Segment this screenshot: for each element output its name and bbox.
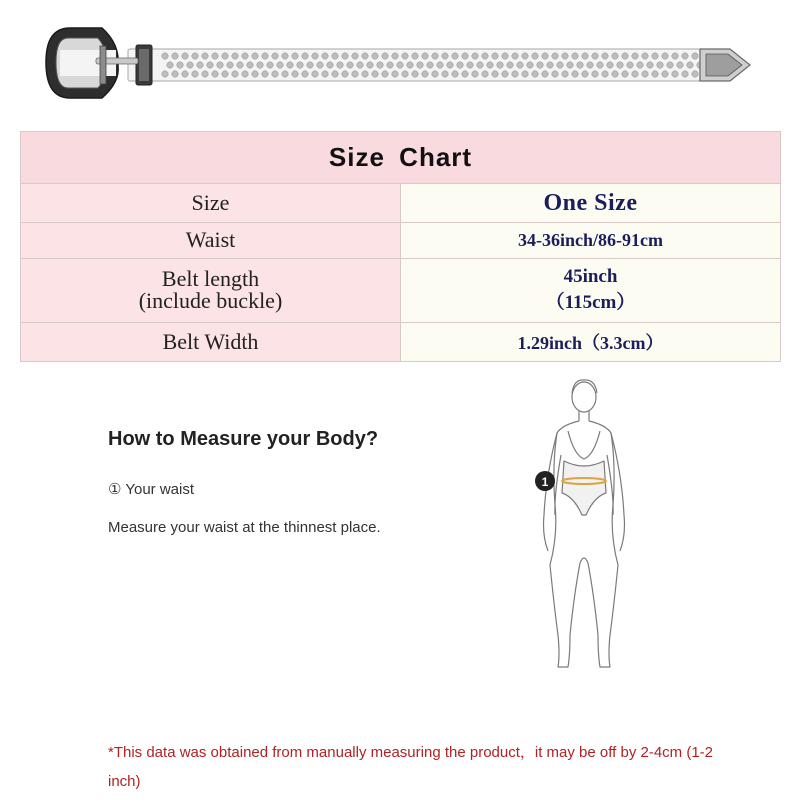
rhinestone	[362, 53, 368, 59]
rhinestone	[612, 53, 618, 59]
rhinestone	[632, 71, 638, 77]
rhinestone	[622, 53, 628, 59]
rhinestone	[207, 62, 213, 68]
rhinestone	[247, 62, 253, 68]
rhinestone	[257, 62, 263, 68]
rhinestone	[637, 62, 643, 68]
belt-length-value-line1: 45inch	[563, 266, 618, 288]
rhinestone	[492, 53, 498, 59]
rhinestone	[402, 53, 408, 59]
rhinestone	[342, 71, 348, 77]
rhinestone	[602, 71, 608, 77]
rhinestone	[507, 62, 513, 68]
rhinestone	[662, 53, 668, 59]
rhinestone	[592, 53, 598, 59]
rhinestone	[422, 71, 428, 77]
rhinestone	[382, 71, 388, 77]
rhinestone	[452, 71, 458, 77]
rhinestone	[497, 62, 503, 68]
rhinestone	[477, 62, 483, 68]
rhinestone	[437, 62, 443, 68]
rhinestone	[292, 71, 298, 77]
measure-heading: How to Measure your Body?	[108, 428, 379, 450]
rhinestone	[202, 71, 208, 77]
rhinestone	[262, 71, 268, 77]
rhinestone	[357, 62, 363, 68]
rhinestone	[172, 53, 178, 59]
rhinestone	[192, 71, 198, 77]
rhinestone	[652, 53, 658, 59]
rhinestone	[272, 71, 278, 77]
rhinestone	[462, 53, 468, 59]
rhinestone	[422, 53, 428, 59]
rhinestone	[277, 62, 283, 68]
rhinestone	[397, 62, 403, 68]
rhinestone	[212, 71, 218, 77]
rhinestone	[287, 62, 293, 68]
rhinestone	[307, 62, 313, 68]
rhinestone	[597, 62, 603, 68]
rhinestone	[262, 53, 268, 59]
table-row	[21, 223, 781, 258]
rhinestone	[552, 71, 558, 77]
rhinestone	[642, 53, 648, 59]
rhinestone	[272, 53, 278, 59]
rhinestone	[692, 53, 698, 59]
rhinestone	[642, 71, 648, 77]
rhinestone	[442, 71, 448, 77]
rhinestone	[522, 71, 528, 77]
rhinestone	[462, 71, 468, 77]
rhinestone	[352, 53, 358, 59]
rhinestone	[502, 53, 508, 59]
rhinestone	[342, 53, 348, 59]
rhinestone	[242, 71, 248, 77]
rhinestone	[512, 53, 518, 59]
rhinestone	[582, 71, 588, 77]
rhinestone	[392, 53, 398, 59]
rhinestone	[372, 71, 378, 77]
rhinestone	[322, 53, 328, 59]
rhinestone	[582, 53, 588, 59]
rhinestone	[517, 62, 523, 68]
rhinestone	[412, 71, 418, 77]
rhinestone	[447, 62, 453, 68]
rhinestone	[297, 62, 303, 68]
row-value-belt-width: 1.29inch（3.3cm）	[401, 322, 781, 361]
rhinestone	[197, 62, 203, 68]
body-figure	[528, 375, 640, 675]
rhinestone	[512, 71, 518, 77]
rhinestone	[182, 71, 188, 77]
rhinestone	[177, 62, 183, 68]
rhinestone	[322, 71, 328, 77]
rhinestone	[267, 62, 273, 68]
waist-marker-number: 1	[541, 475, 549, 489]
rhinestone	[647, 62, 653, 68]
rhinestone	[627, 62, 633, 68]
rhinestone	[162, 71, 168, 77]
rhinestone	[607, 62, 613, 68]
rhinestone	[492, 71, 498, 77]
table-row	[21, 184, 781, 223]
rhinestone	[687, 62, 693, 68]
rhinestone	[312, 71, 318, 77]
rhinestone	[317, 62, 323, 68]
rhinestone	[652, 71, 658, 77]
rhinestone	[332, 53, 338, 59]
rhinestone	[672, 71, 678, 77]
rhinestone	[417, 62, 423, 68]
rhinestone	[467, 62, 473, 68]
rhinestone	[552, 53, 558, 59]
rhinestone	[367, 62, 373, 68]
rhinestone	[572, 71, 578, 77]
rhinestone	[302, 53, 308, 59]
rhinestone	[612, 71, 618, 77]
rhinestone	[602, 53, 608, 59]
rhinestone	[472, 53, 478, 59]
rhinestone	[252, 53, 258, 59]
rhinestone	[682, 71, 688, 77]
rhinestone	[452, 53, 458, 59]
rhinestone	[682, 53, 688, 59]
rhinestone	[362, 71, 368, 77]
rhinestone	[542, 53, 548, 59]
rhinestone	[532, 71, 538, 77]
rhinestone	[527, 62, 533, 68]
rhinestone	[537, 62, 543, 68]
rhinestone	[312, 53, 318, 59]
row-label-belt-width: Belt Width	[21, 322, 401, 361]
rhinestone	[592, 71, 598, 77]
rhinestone	[562, 53, 568, 59]
rhinestone	[372, 53, 378, 59]
rhinestone	[392, 71, 398, 77]
rhinestone	[282, 71, 288, 77]
rhinestone	[692, 71, 698, 77]
rhinestone	[567, 62, 573, 68]
rhinestone	[562, 71, 568, 77]
rhinestone	[572, 53, 578, 59]
rhinestone	[577, 62, 583, 68]
belt-product-image	[40, 22, 760, 106]
rhinestone	[657, 62, 663, 68]
rhinestone	[662, 71, 668, 77]
rhinestone	[407, 62, 413, 68]
rhinestone	[327, 62, 333, 68]
rhinestone	[457, 62, 463, 68]
row-label-belt-length	[21, 258, 401, 322]
table-row	[21, 322, 781, 361]
rhinestone	[337, 62, 343, 68]
rhinestone	[347, 62, 353, 68]
rhinestone	[667, 62, 673, 68]
rhinestone	[622, 71, 628, 77]
rhinestone	[487, 62, 493, 68]
rhinestone	[442, 53, 448, 59]
rhinestone	[222, 71, 228, 77]
rhinestone	[192, 53, 198, 59]
waist-item-label: ① Your waist	[108, 481, 194, 498]
rhinestone	[472, 71, 478, 77]
rhinestone	[227, 62, 233, 68]
rhinestone	[352, 71, 358, 77]
belt-length-value-line2: （115cm）	[545, 292, 636, 314]
size-chart-title: Size Chart	[21, 132, 781, 184]
rhinestone	[432, 71, 438, 77]
row-value-waist: 34-36inch/86-91cm	[401, 223, 781, 258]
rhinestone	[187, 62, 193, 68]
rhinestone	[502, 71, 508, 77]
belt-length-label-line2: (include buckle)	[138, 288, 283, 314]
rhinestone	[282, 53, 288, 59]
disclaimer-note: *This data was obtained from manually measuring the product，it may be off by 2-4cm (1-2 inch)	[108, 744, 714, 790]
rhinestone	[242, 53, 248, 59]
rhinestone	[172, 71, 178, 77]
rhinestone	[202, 53, 208, 59]
rhinestone	[167, 62, 173, 68]
rhinestone	[217, 62, 223, 68]
size-chart-table	[20, 131, 781, 362]
rhinestone	[432, 53, 438, 59]
rhinestone	[672, 53, 678, 59]
row-label-waist: Waist	[21, 223, 401, 258]
rhinestone	[482, 53, 488, 59]
rhinestone	[557, 62, 563, 68]
rhinestone	[232, 71, 238, 77]
rhinestone	[482, 71, 488, 77]
rhinestone	[332, 71, 338, 77]
rhinestone	[252, 71, 258, 77]
row-label-size: Size	[21, 184, 401, 223]
belt-length-label-line1: Belt length	[161, 266, 260, 292]
rhinestone	[302, 71, 308, 77]
rhinestone	[212, 53, 218, 59]
rhinestone	[377, 62, 383, 68]
rhinestone	[632, 53, 638, 59]
rhinestone	[542, 71, 548, 77]
rhinestone	[402, 71, 408, 77]
rhinestone	[162, 53, 168, 59]
rhinestone	[587, 62, 593, 68]
rhinestone	[382, 53, 388, 59]
rhinestone	[522, 53, 528, 59]
rhinestone	[547, 62, 553, 68]
rhinestone	[412, 53, 418, 59]
rhinestone	[677, 62, 683, 68]
rhinestone	[237, 62, 243, 68]
rhinestone	[532, 53, 538, 59]
rhinestone	[427, 62, 433, 68]
table-row	[21, 258, 781, 322]
rhinestone	[617, 62, 623, 68]
measure-instruction: Measure your waist at the thinnest place.	[108, 519, 381, 536]
rhinestone	[222, 53, 228, 59]
rhinestone	[387, 62, 393, 68]
row-value-belt-length	[401, 258, 781, 322]
rhinestone	[292, 53, 298, 59]
rhinestone	[182, 53, 188, 59]
row-value-size: One Size	[401, 184, 781, 223]
rhinestone	[232, 53, 238, 59]
